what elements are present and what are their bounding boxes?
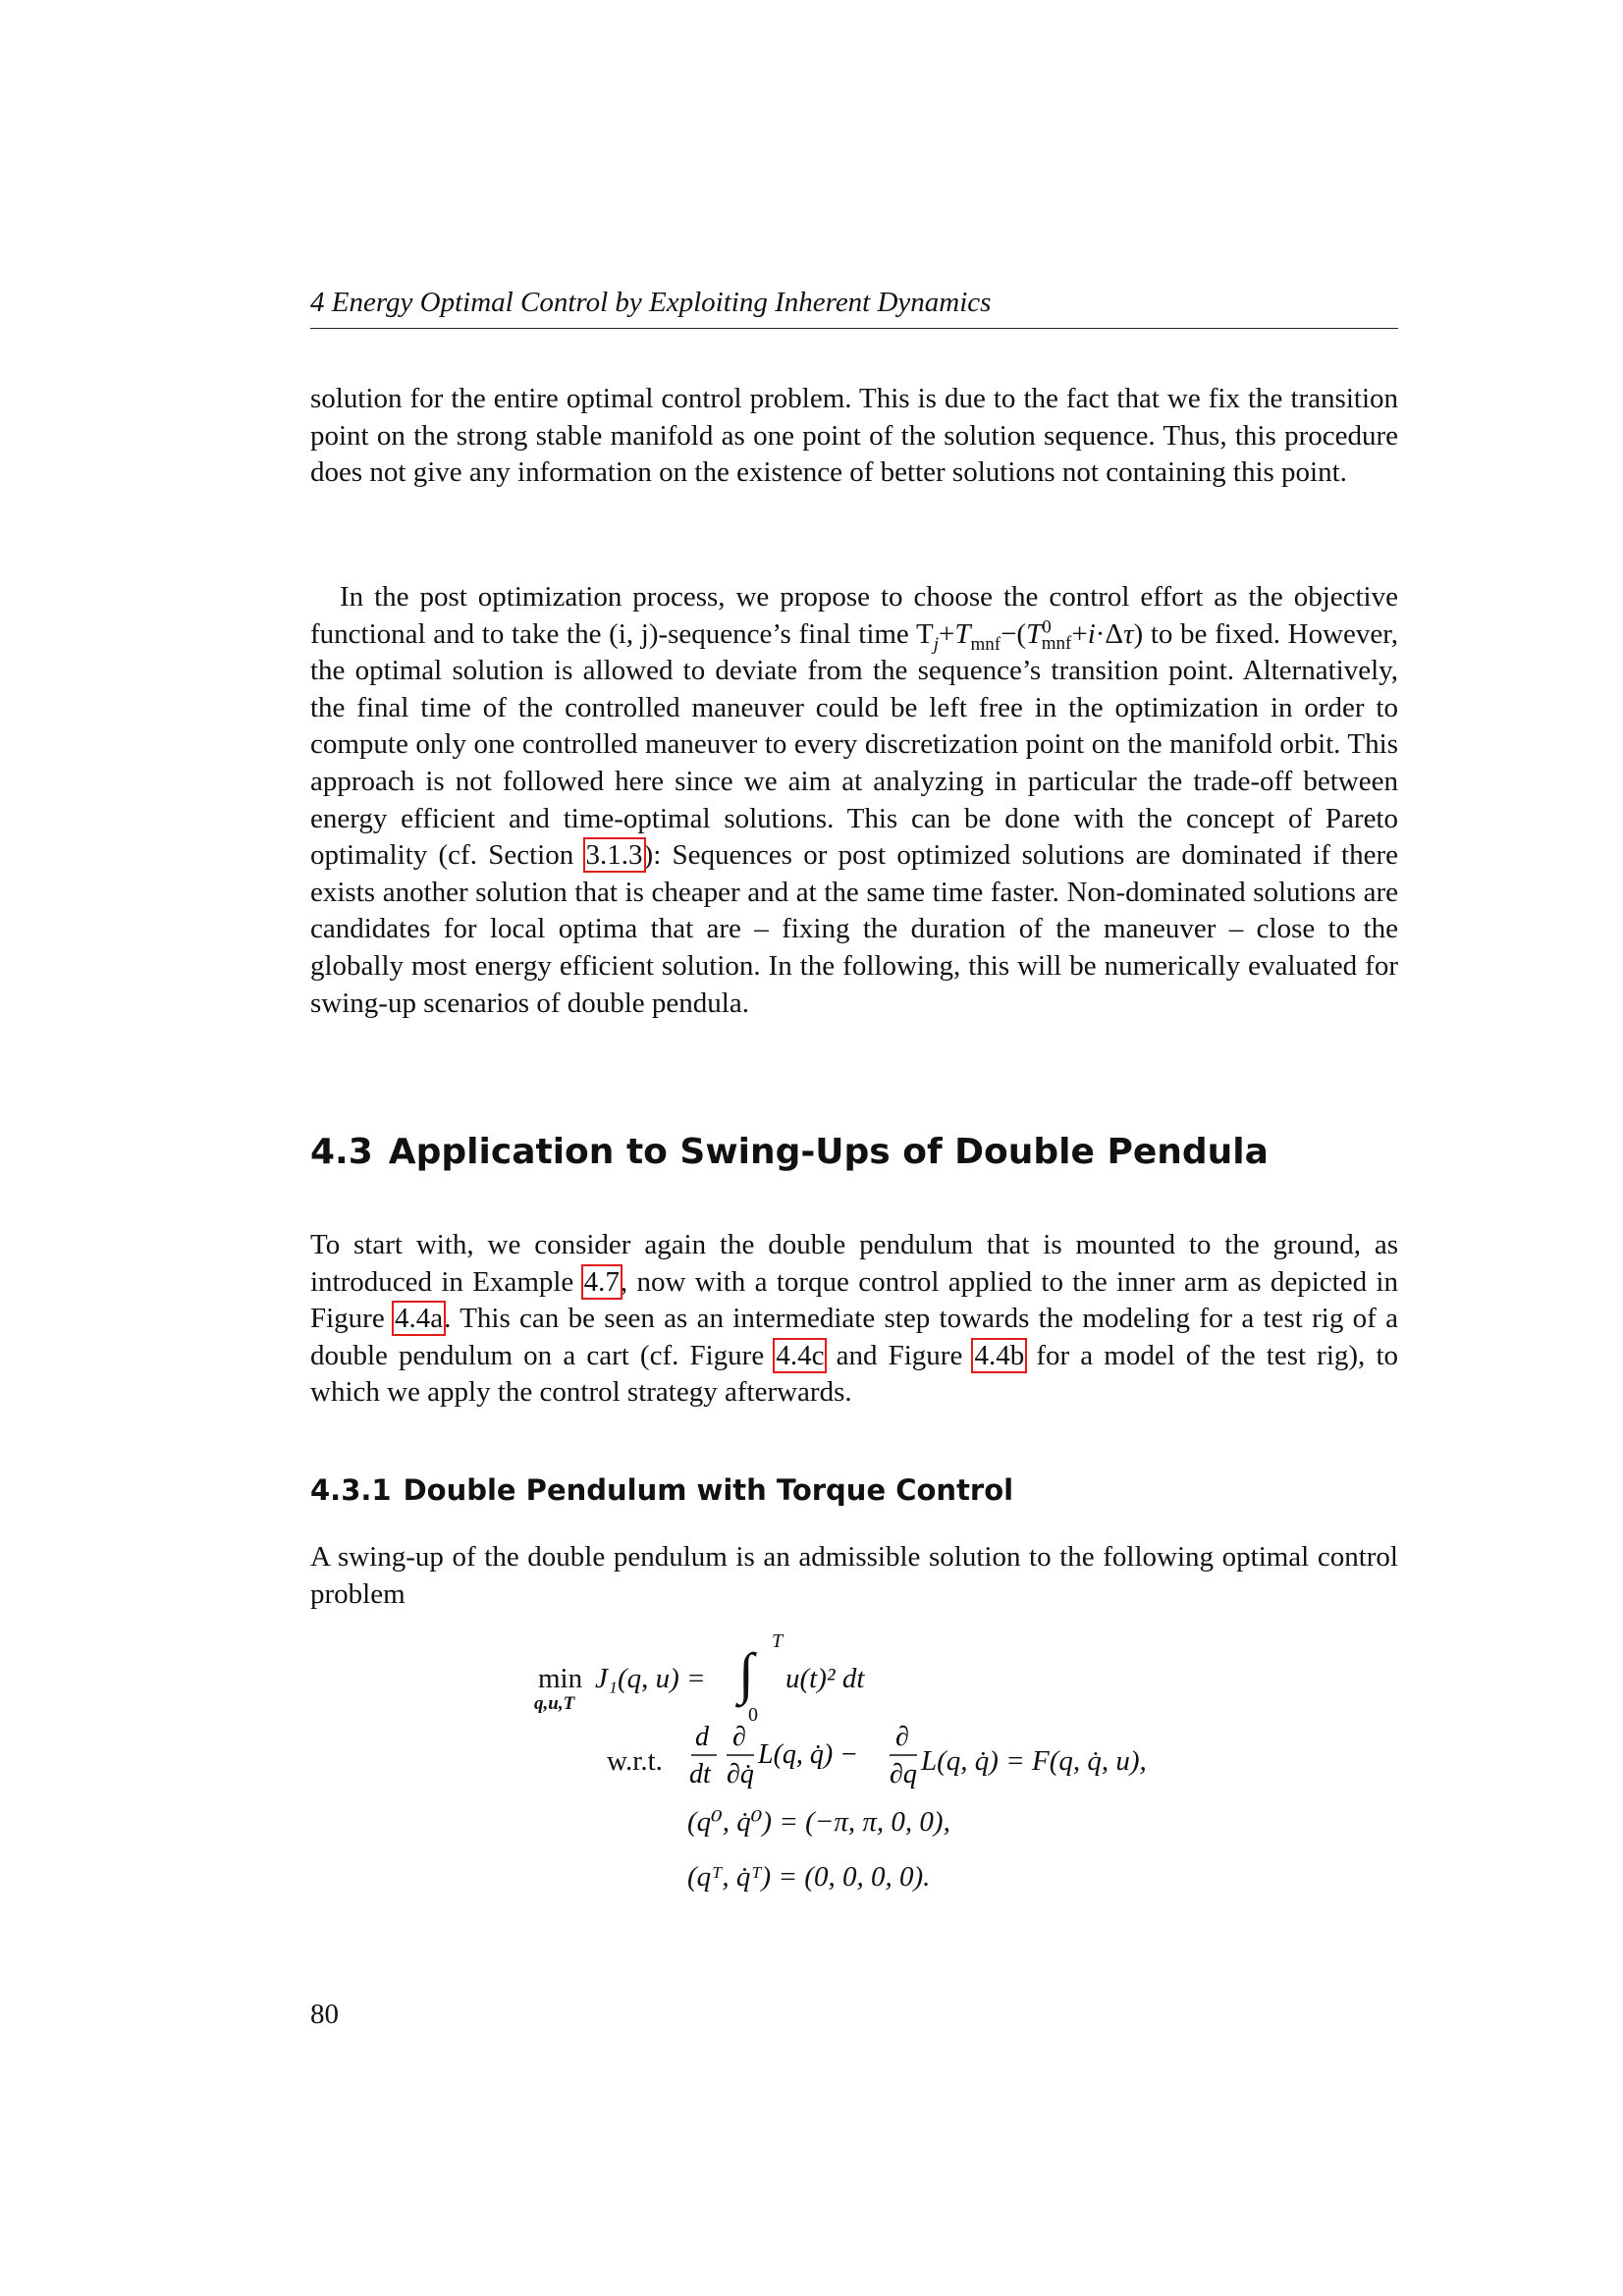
paragraph-2: In the post optimization process, we propose to choose the control effort as the objective functional and to take the (i, j)-sequence’s final time $T_j+T_{mnf}-(T^0_{mnf}+i\cdot\Delta\tau)$ to be fixed. However, the optimal solution is allowed to deviate from the sequence’s transition point. Alternatively, the final time of the controlled maneuver could be left free in the optimization in order to compute only one controlled maneuver to every discretization point on the manifold orbit. This approach is not followed here since we aim at analyzing in particular the trade-off between energy efficient and time-optimal solutions. This can be done with the concept of Pareto optimality (cf. Section 3.1.3): Sequences or post optimized solutions are dominated if there exists another solution that is cheaper and at the same time faster. Non-dominated solutions are candidates for local optima that are – fixing the duration of the maneuver – close to the globally most energy efficient solution. In the following, this will be numerically evaluated for swing-up scenarios of double pendula.: [310, 581, 1399, 1019]
lagrangian-term-1: L(q, q̇) −: [758, 1739, 859, 1770]
paragraph-4: A swing-up of the double pendulum is an admissible solution to the following optimal control problem: [310, 1541, 1398, 1610]
ref-figure-4-4a-link[interactable]: 4.4a: [395, 1303, 444, 1335]
paragraph-3-part-b: , now with a torque control applied to the inner arm as depicted in Figure: [310, 1265, 1398, 1335]
min-label: min: [538, 1663, 583, 1694]
objective-text: J₁(q, u) =: [595, 1663, 706, 1694]
paragraph-3-part-a: To start with, we consider again the double pendulum that is mounted to the ground, as introduced in Example: [310, 1229, 1398, 1298]
subsection-heading: [310, 1470, 1013, 1510]
paragraph-1: solution for the entire optimal control problem. This is due to the fact that we fix the transition point on the strong stable manifold as one point of the solution sequence. Thus, this procedure does not give any information on the existence of better solutions not containing this point.: [310, 383, 1398, 489]
integrand: [785, 1659, 864, 1698]
subsection-title: Double Pendulum with Torque Control: [403, 1473, 1014, 1507]
page-number: 80: [310, 1999, 339, 2030]
paragraph-3-part-c: . This can be seen as an intermediate step towards the modeling for a test rig of a double pendulum on a cart (cf. Figure: [310, 1303, 1398, 1371]
constraint-3-text: (qᵀ, q̇ᵀ) = (0, 0, 0, 0).: [687, 1861, 931, 1893]
paragraph-2-part-b: to be fixed. However, the optimal solution is allowed to deviate from the sequence’s transition point. Alternatively, the final time of the controlled maneuver could be left free in the optimization in order to compute only one controlled maneuver to every discretization point on the manifold orbit. This approach is not followed here since we aim at analyzing in particular the trade-off between energy efficient and time-optimal solutions. This can be done with the concept of Pareto optimality (cf. Section: [310, 617, 1399, 872]
integral-upper-limit: T: [772, 1630, 784, 1652]
frac-dt-denominator: dt: [689, 1759, 711, 1789]
integral-sign: ∫: [738, 1641, 754, 1705]
paragraph-3: [310, 1227, 1398, 1412]
constraint-1-rhs-text: L(q, q̇) = F(q, q̇, u),: [921, 1745, 1147, 1777]
section-title: Application to Swing-Ups of Double Pendula: [388, 1132, 1269, 1172]
ref-section-link[interactable]: 3.1.3: [585, 839, 643, 872]
section-number: 4.3: [310, 1132, 373, 1172]
wrt-label: w.r.t.: [607, 1745, 663, 1777]
section-heading: [310, 1129, 1269, 1176]
constraint-2-text: (q⁰, q̇⁰) = (−π, π, 0, 0),: [687, 1806, 950, 1838]
running-head: [310, 283, 1398, 329]
min-subscript: q,u,T: [534, 1693, 575, 1714]
running-head-text: 4 Energy Optimal Control by Exploiting Inherent Dynamics: [310, 287, 992, 318]
objective-lhs: [595, 1659, 706, 1698]
ref-example-link[interactable]: 4.7: [583, 1265, 620, 1298]
paragraph-2-part-a: In the post optimization process, we propose to choose the control effort as the objective functional and to take the (i, j)-sequence’s final time T: [310, 581, 1398, 650]
frac-partial-qdot-denominator: ∂q̇: [727, 1759, 754, 1789]
subsection-number: 4.3.1: [310, 1473, 392, 1507]
frac-partial-numerator: ∂: [732, 1722, 746, 1752]
integral-lower-limit: 0: [748, 1704, 758, 1726]
constraint-3: [687, 1857, 930, 1896]
paragraph-2-part-c: ): Sequences or post optimized solutions are dominated if there exists another solution that is cheaper and at the same time faster. Non-dominated solutions are candidates for local optima that are – fixing the duration of the maneuver – close to the globally most energy efficient solution. In the following, this will be numerically evaluated for swing-up scenarios of double pendula.: [310, 839, 1398, 1019]
frac-partial-q-denominator: ∂q: [890, 1759, 917, 1789]
ref-figure-4-4b-link[interactable]: 4.4b: [974, 1339, 1025, 1371]
constraint-1-rhs: [921, 1741, 1147, 1781]
ref-figure-4-4c-link[interactable]: 4.4c: [776, 1339, 825, 1371]
paragraph-3-part-e: for a model of the test rig), to which we apply the control strategy afterwards.: [310, 1339, 1398, 1409]
integrand-text: u(t)² dt: [785, 1663, 865, 1694]
frac-d-numerator: d: [695, 1722, 709, 1752]
constraint-2: [687, 1802, 950, 1842]
paragraph-3-part-d: and Figure: [825, 1339, 974, 1371]
frac-partial-2-numerator: ∂: [895, 1722, 909, 1752]
